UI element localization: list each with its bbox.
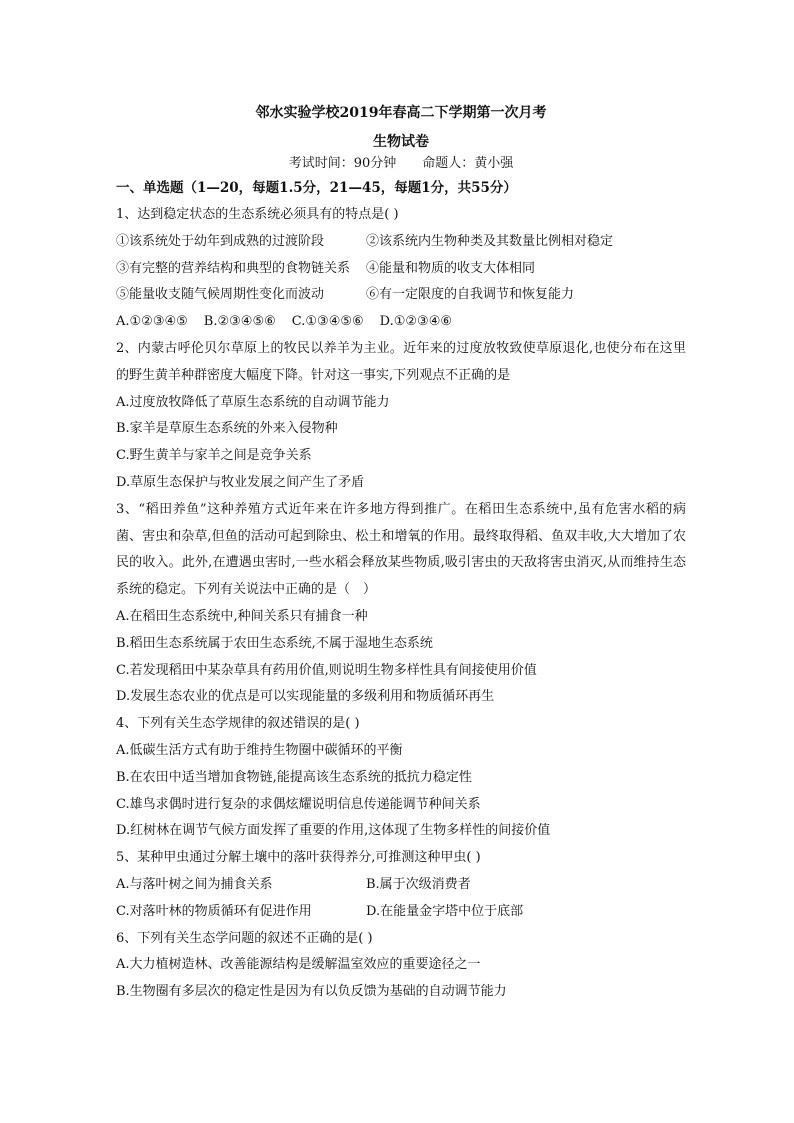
- q4-option-a: A.低碳生活方式有助于维持生物圈中碳循环的平衡: [116, 742, 403, 758]
- question-1-options: [116, 309, 686, 336]
- exam-subtitle: 生物试卷: [373, 134, 429, 150]
- q2-option-b: B.家羊是草原生态系统的外来入侵物种: [116, 421, 338, 437]
- exam-author: 命题人：黄小强: [422, 156, 514, 171]
- question-4-stem: 4、下列有关生态学规律的叙述错误的是( ): [116, 716, 360, 732]
- question-3-stem: 3、“稻田养鱼”这种养殖方式近年来在许多地方得到推广。在稻田生态系统中,虽有危害水稻的病菌、害虫和杂草,但鱼的活动可起到除虫、松土和增氧的作用。最终取得稻、鱼双丰收,大大增加了农民的收入。此外,在遭遇虫害时,一些水稻会释放某些物质,吸引害虫的天敌将害虫消灭,从而维持生态系统的稳定。下列有关说法中正确的是（ ）: [116, 501, 686, 598]
- q3-option-c: C.若发现稻田中某杂草具有药用价值,则说明生物多样性具有间接使用价值: [116, 662, 537, 678]
- q5-option-a: A.与落叶树之间为捕食关系: [116, 876, 273, 892]
- question-5-options-row: [116, 899, 686, 926]
- exam-title: 邻水实验学校2019年春高二下学期第一次月考: [255, 105, 547, 121]
- q1-item-2: ②该系统内生物种类及其数量比例相对稳定: [366, 233, 614, 249]
- question-1-items-row: [116, 282, 686, 309]
- section-heading: 一、单选题（1—20，每题1.5分，21—45，每题1分，共55分）: [116, 180, 517, 196]
- exam-meta: [116, 154, 686, 176]
- q3-option-a: A.在稻田生态系统中,种间关系只有捕食一种: [116, 608, 368, 624]
- q6-option-a: A.大力植树造林、改善能源结构是缓解温室效应的重要途径之一: [116, 957, 481, 973]
- q1-item-5: ⑤能量收支随气候周期性变化而波动: [116, 287, 325, 303]
- question-5-stem: 5、某种甲虫通过分解土壤中的落叶获得养分,可推测这种甲虫( ): [116, 850, 481, 866]
- question-6-stem: 6、下列有关生态学问题的叙述不正确的是( ): [116, 930, 373, 946]
- exam-time: 考试时间：90分钟: [288, 156, 397, 171]
- question-1-items-row: [116, 256, 686, 283]
- question-1-stem: 1、达到稳定状态的生态系统必须具有的特点是( ): [116, 207, 399, 222]
- q1-option-b: B.②③④⑤⑥: [203, 314, 276, 330]
- q4-option-c: C.雄鸟求偶时进行复杂的求偶炫耀说明信息传递能调节种间关系: [116, 796, 481, 812]
- q1-option-a: A.①②③④⑤: [116, 314, 188, 330]
- q2-option-a: A.过度放牧降低了草原生态系统的自动调节能力: [116, 394, 390, 410]
- q2-option-d: D.草原生态保护与牧业发展之间产生了矛盾: [116, 474, 365, 490]
- q4-option-d: D.红树林在调节气候方面发挥了重要的作用,这体现了生物多样性的间接价值: [116, 823, 551, 839]
- q1-item-1: ①该系统处于幼年到成熟的过渡阶段: [116, 233, 325, 249]
- q5-option-d: D.在能量金字塔中位于底部: [366, 903, 524, 919]
- exam-content: [116, 103, 686, 1006]
- q2-option-c: C.野生黄羊与家羊之间是竞争关系: [116, 448, 312, 464]
- question-1-items-row: [116, 229, 686, 256]
- q1-option-c: C.①③④⑤⑥: [291, 314, 364, 330]
- q1-option-d: D.①②③④⑥: [379, 314, 453, 330]
- question-2-stem: 2、内蒙古呼伦贝尔草原上的牧民以养羊为主业。近年来的过度放牧致使草原退化,也使分布在这里的野生黄羊种群密度大幅度下降。针对这一事实,下列观点不正确的是: [116, 340, 686, 383]
- q5-option-b: B.属于次级消费者: [366, 876, 471, 892]
- q4-option-b: B.在农田中适当增加食物链,能提高该生态系统的抵抗力稳定性: [116, 769, 472, 785]
- q6-option-b: B.生物圈有多层次的稳定性是因为有以负反馈为基础的自动调节能力: [116, 984, 507, 1000]
- q1-item-6: ⑥有一定限度的自我调节和恢复能力: [366, 287, 575, 303]
- q3-option-d: D.发展生态农业的优点是可以实现能量的多级利用和物质循环再生: [116, 689, 495, 705]
- q1-item-3: ③有完整的营养结构和典型的食物链关系: [116, 260, 351, 276]
- q3-option-b: B.稻田生态系统属于农田生态系统,不属于湿地生态系统: [116, 635, 433, 651]
- question-5-options-row: [116, 872, 686, 899]
- q1-item-4: ④能量和物质的收支大体相同: [366, 260, 536, 276]
- q5-option-c: C.对落叶林的物质循环有促进作用: [116, 903, 312, 919]
